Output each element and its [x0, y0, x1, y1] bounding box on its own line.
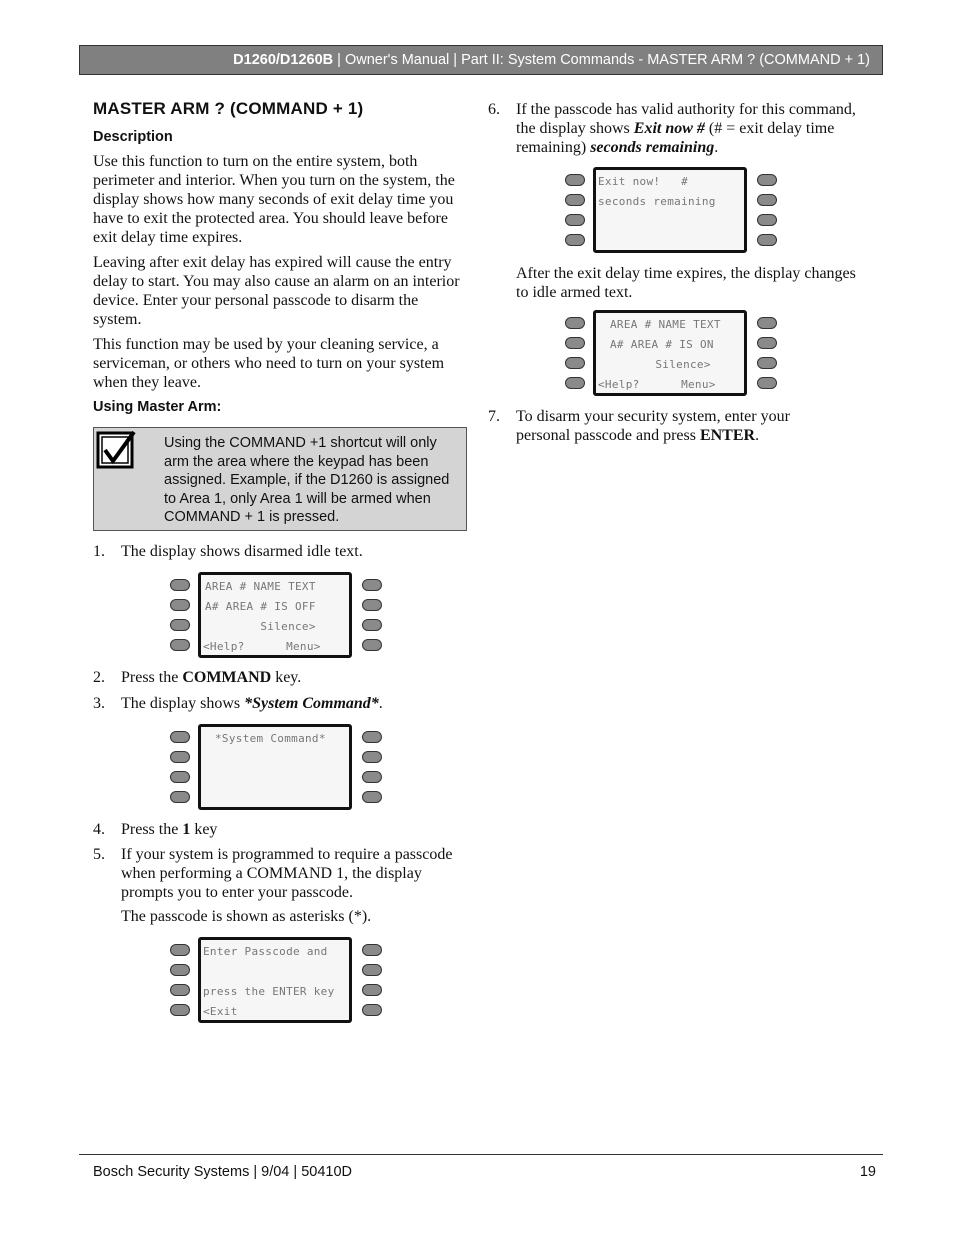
keypad-side-button — [565, 337, 585, 349]
step-text: To disarm your security system, enter your personal passcode and press ENTER. — [516, 408, 790, 444]
keypad-side-button — [362, 984, 382, 996]
step-number: 5. — [93, 846, 105, 863]
keypad-side-button — [565, 194, 585, 206]
step-number: 6. — [488, 101, 500, 118]
display-line: AREA # NAME TEXT — [205, 580, 316, 593]
step-text: Press the 1 key — [121, 821, 218, 838]
keypad-side-button — [362, 751, 382, 763]
keypad-screen — [593, 310, 747, 396]
keypad-side-button — [362, 791, 382, 803]
keypad-side-button — [757, 234, 777, 246]
step-6 — [488, 100, 863, 160]
keypad-side-button — [565, 234, 585, 246]
display-line: AREA # NAME TEXT — [610, 318, 721, 331]
keypad-side-button — [362, 771, 382, 783]
paragraph-1: Use this function to turn on the entire system, both perimeter and interior. When you turn on the system, the display shows how many seconds of exit delay time you have to exit the protected area. You should leave before exit delay time expires. — [93, 153, 455, 246]
keypad-screen — [198, 572, 352, 658]
display-line: <Exit — [203, 1005, 238, 1018]
keypad-screen — [198, 937, 352, 1023]
keypad-side-button — [362, 639, 382, 651]
description-heading: Description — [93, 129, 173, 145]
keypad-side-button — [565, 317, 585, 329]
keypad-screen — [198, 724, 352, 810]
keypad-side-button — [170, 791, 190, 803]
keypad-side-button — [565, 174, 585, 186]
display-line: seconds remaining — [598, 195, 716, 208]
keypad-side-button — [362, 1004, 382, 1016]
keypad-side-button — [170, 599, 190, 611]
step-7 — [488, 407, 863, 447]
keypad-display-system-command — [168, 722, 392, 814]
keypad-side-button — [362, 619, 382, 631]
display-line: press the ENTER key — [203, 985, 335, 998]
step-number: 4. — [93, 821, 105, 838]
keypad-side-button — [170, 639, 190, 651]
step-text: The display shows disarmed idle text. — [121, 543, 363, 560]
keypad-side-button — [757, 357, 777, 369]
keypad-display-exit-now — [563, 165, 787, 257]
step-number: 2. — [93, 669, 105, 686]
keypad-display-disarmed — [168, 570, 392, 662]
keypad-side-button — [362, 731, 382, 743]
note-box — [93, 427, 467, 531]
keypad-side-button — [170, 984, 190, 996]
keypad-side-button — [565, 377, 585, 389]
display-line: A# AREA # IS ON — [610, 338, 714, 351]
keypad-side-button — [362, 579, 382, 591]
note-text: Using the COMMAND +1 shortcut will only arm the area where the keypad has been assigned. Example, if the D1260 is assigned to Area 1, only Area 1 will be armed when COMMAND + 1 is pressed. — [164, 435, 450, 525]
display-line: *System Command* — [215, 732, 326, 745]
display-line: <Help? Menu> — [598, 378, 716, 391]
keypad-side-button — [362, 944, 382, 956]
page-title: MASTER ARM ? (COMMAND + 1) — [93, 99, 364, 118]
step-text: If the passcode has valid authority for this command, the display shows Exit now # (# = exit delay time remaining) seconds remaining. — [516, 101, 856, 156]
keypad-screen — [593, 167, 747, 253]
keypad-side-button — [170, 944, 190, 956]
keypad-side-button — [170, 1004, 190, 1016]
description-body — [93, 152, 467, 392]
display-line: Silence> — [205, 620, 316, 633]
keypad-display-armed — [563, 308, 787, 400]
keypad-side-button — [757, 214, 777, 226]
display-line: Exit now! # — [598, 175, 688, 188]
display-line: Enter Passcode and — [203, 945, 328, 958]
header-model: D1260/D1260B — [233, 52, 334, 68]
keypad-side-button — [170, 731, 190, 743]
keypad-side-button — [170, 751, 190, 763]
keypad-side-button — [362, 964, 382, 976]
header-bar — [79, 45, 883, 75]
step-5 — [93, 845, 467, 935]
using-heading: Using Master Arm: — [93, 399, 222, 415]
step-text: Press the COMMAND key. — [121, 669, 302, 686]
paragraph-2: Leaving after exit delay has expired will cause the entry delay to start. You may also cause an alarm on an interior device. Enter your personal passcode to disarm the system. — [93, 254, 460, 328]
display-line: Silence> — [600, 358, 711, 371]
keypad-side-button — [170, 619, 190, 631]
paragraph-3: This function may be used by your cleaning service, a serviceman, or others who need to turn on your system when they leave. — [93, 336, 445, 391]
header-rest: | Owner's Manual | Part II: System Commands - MASTER ARM ? (COMMAND + 1) — [333, 52, 870, 68]
page-number: 19 — [859, 1164, 876, 1180]
footer-divider — [79, 1154, 883, 1155]
display-line: <Help? Menu> — [203, 640, 321, 653]
keypad-side-button — [757, 317, 777, 329]
keypad-side-button — [170, 964, 190, 976]
step-extra-text: The passcode is shown as asterisks (*). — [121, 908, 372, 925]
keypad-side-button — [757, 174, 777, 186]
step-text: The display shows *System Command*. — [121, 695, 383, 712]
keypad-side-button — [565, 214, 585, 226]
keypad-display-enter-passcode — [168, 935, 392, 1027]
keypad-side-button — [170, 771, 190, 783]
keypad-side-button — [362, 599, 382, 611]
step-number: 1. — [93, 543, 105, 560]
step-number: 7. — [488, 408, 500, 425]
keypad-side-button — [757, 194, 777, 206]
step-text: If your system is programmed to require a passcode when performing a COMMAND 1, the display prompts you to enter your passcode. The passcode is shown as asterisks (*). — [121, 845, 461, 926]
keypad-side-button — [565, 357, 585, 369]
keypad-side-button — [757, 337, 777, 349]
header-text — [233, 52, 870, 68]
footer-text: Bosch Security Systems | 9/04 | 50410D — [93, 1164, 352, 1180]
keypad-side-button — [757, 377, 777, 389]
display-line: A# AREA # IS OFF — [205, 600, 316, 613]
step-6-after-text: After the exit delay time expires, the display changes to idle armed text. — [516, 265, 856, 301]
step-number: 3. — [93, 695, 105, 712]
keypad-side-button — [170, 579, 190, 591]
checkbox-icon — [96, 430, 136, 470]
